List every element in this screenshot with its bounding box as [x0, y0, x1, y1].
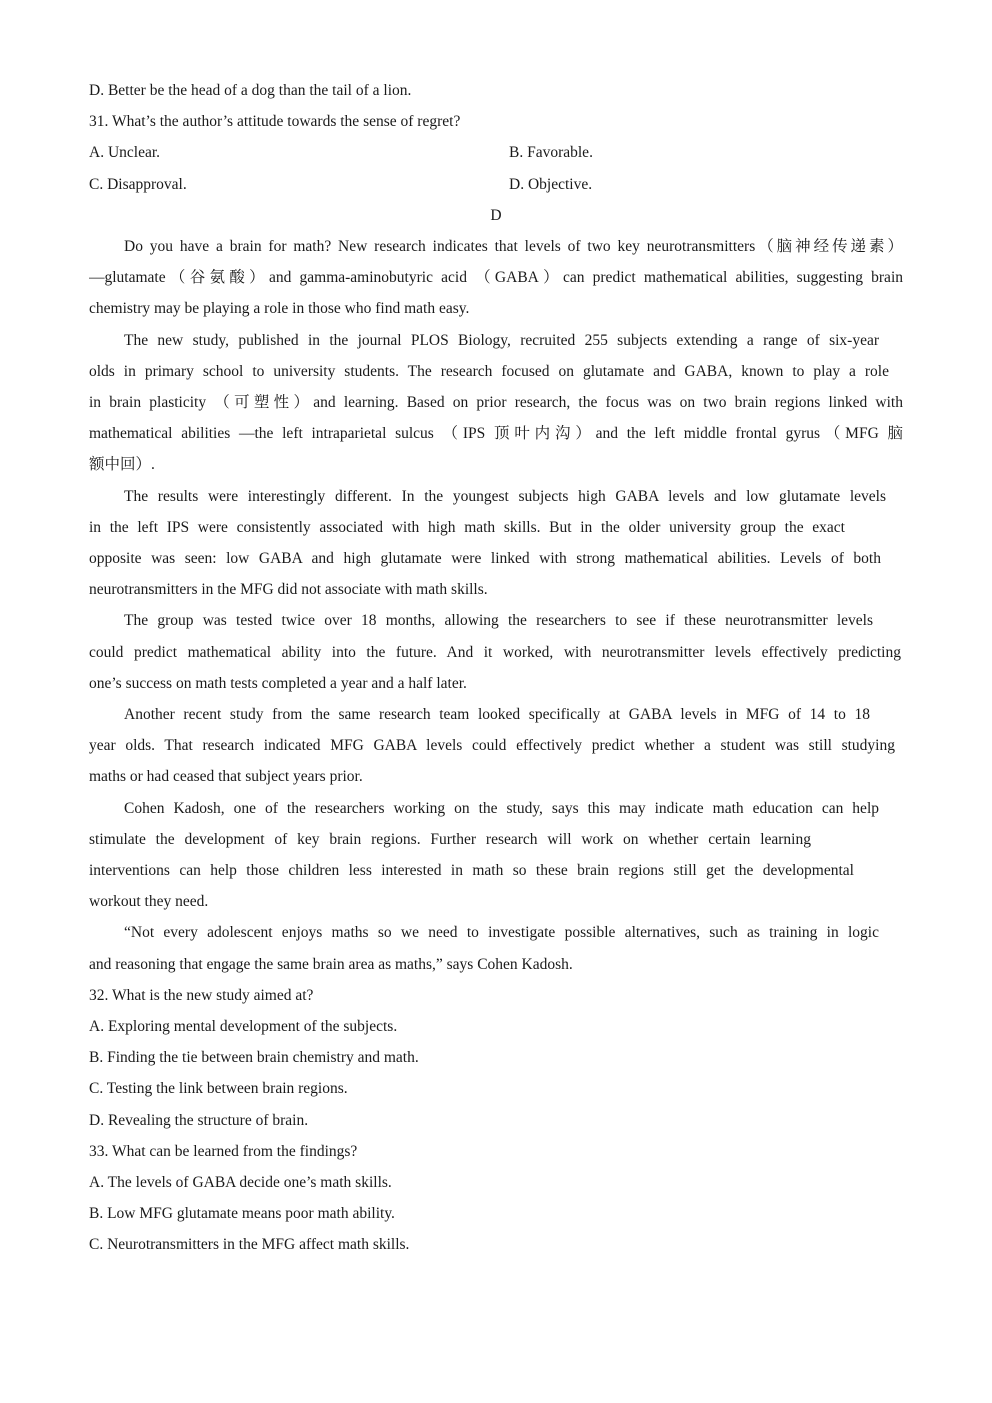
- passage-p7-line2: and reasoning that engage the same brain area as maths,” says Cohen Kadosh.: [89, 956, 573, 973]
- passage-p1-line1: Do you have a brain for math? New research indicates that levels of two key neurotransmitters（脑神经传递素）: [124, 238, 903, 255]
- passage-p2-line1: The new study, published in the journal PLOS Biology, recruited 255 subjects extending a range of six-year: [124, 332, 879, 349]
- passage-p3-line1: The results were interestingly different. In the youngest subjects high GABA levels and low glutamate levels: [124, 488, 886, 505]
- passage-p2-line5: 额中回）.: [89, 456, 155, 473]
- passage-p2-line4: mathematical abilities —the left intraparietal sulcus （IPS 顶叶内沟）and the left middle frontal gyrus（MFG 脑: [89, 425, 903, 442]
- q30-option-d: D. Better be the head of a dog than the tail of a lion.: [89, 82, 412, 99]
- q33-option-b: B. Low MFG glutamate means poor math ability.: [89, 1205, 395, 1222]
- q33-option-a: A. The levels of GABA decide one’s math skills.: [89, 1174, 392, 1191]
- section-label: D: [490, 207, 502, 224]
- passage-p2-line3: in brain plasticity （可塑性）and learning. Based on prior research, the focus was on two brain regions linked with: [89, 394, 903, 411]
- passage-p5-line3: maths or had ceased that subject years prior.: [89, 768, 363, 785]
- passage-p2-line2: olds in primary school to university students. The research focused on glutamate and GABA, known to play a role: [89, 363, 889, 380]
- passage-p7-line1: “Not every adolescent enjoys maths so we need to investigate possible alternatives, such as training in logic: [124, 924, 879, 941]
- q32-question: 32. What is the new study aimed at?: [89, 987, 314, 1004]
- passage-p5-line1: Another recent study from the same research team looked specifically at GABA levels in MFG of 14 to 18: [124, 706, 870, 723]
- passage-p4-line2: could predict mathematical ability into the future. And it worked, with neurotransmitter levels effectively predicting: [89, 644, 901, 661]
- passage-p1-line2: —glutamate（谷氨酸）and gamma-aminobutyric acid （GABA）can predict mathematical abilities, suggesting brain: [89, 269, 903, 286]
- q33-option-c: C. Neurotransmitters in the MFG affect math skills.: [89, 1236, 410, 1253]
- passage-p6-line3: interventions can help those children less interested in math so these brain regions still get the developmental: [89, 862, 854, 879]
- q33-question: 33. What can be learned from the findings?: [89, 1143, 358, 1160]
- q32-option-b: B. Finding the tie between brain chemistry and math.: [89, 1049, 419, 1066]
- q32-option-d: D. Revealing the structure of brain.: [89, 1112, 309, 1129]
- passage-p1-line3: chemistry may be playing a role in those who find math easy.: [89, 300, 470, 317]
- q31-option-a: A. Unclear.: [89, 144, 161, 161]
- q31-option-c: C. Disapproval.: [89, 176, 187, 193]
- passage-p4-line3: one’s success on math tests completed a year and a half later.: [89, 675, 467, 692]
- passage-p3-line4: neurotransmitters in the MFG did not associate with math skills.: [89, 581, 488, 598]
- passage-p6-line4: workout they need.: [89, 893, 209, 910]
- passage-p3-line2: in the left IPS were consistently associated with high math skills. But in the older university group the exact: [89, 519, 845, 536]
- passage-p4-line1: The group was tested twice over 18 months, allowing the researchers to see if these neurotransmitter levels: [124, 612, 873, 629]
- passage-p5-line2: year olds. That research indicated MFG GABA levels could effectively predict whether a student was still studying: [89, 737, 895, 754]
- q32-option-a: A. Exploring mental development of the subjects.: [89, 1018, 398, 1035]
- passage-p6-line1: Cohen Kadosh, one of the researchers working on the study, says this may indicate math education can help: [124, 800, 879, 817]
- q31-question: 31. What’s the author’s attitude towards the sense of regret?: [89, 113, 461, 130]
- q31-option-d: D. Objective.: [509, 176, 593, 193]
- passage-p3-line3: opposite was seen: low GABA and high glutamate were linked with strong mathematical abilities. Levels of both: [89, 550, 881, 567]
- q31-option-b: B. Favorable.: [509, 144, 593, 161]
- q32-option-c: C. Testing the link between brain regions.: [89, 1080, 348, 1097]
- passage-p6-line2: stimulate the development of key brain regions. Further research will work on whether certain learning: [89, 831, 811, 848]
